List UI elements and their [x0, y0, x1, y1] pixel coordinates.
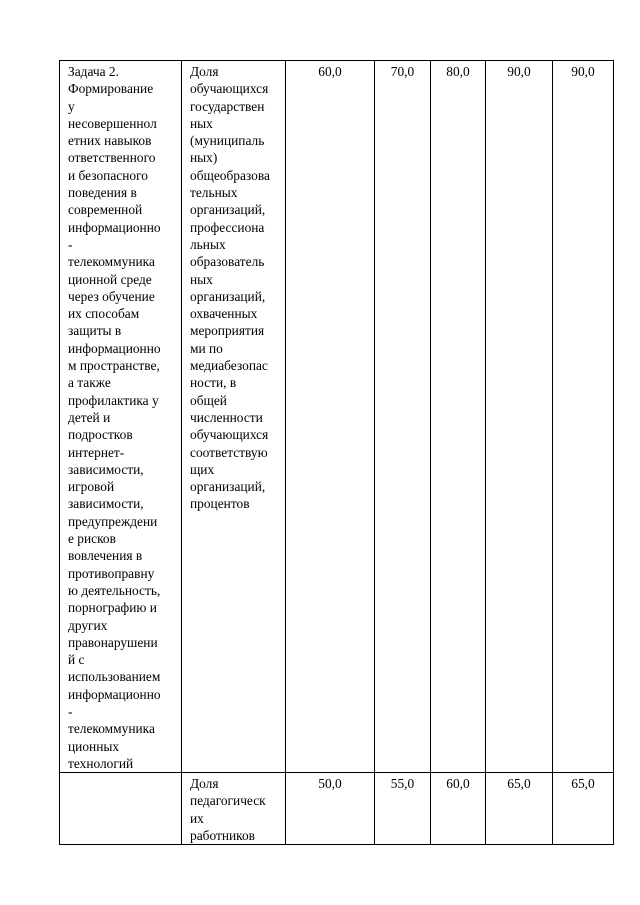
- value-cell: 65,0: [486, 773, 553, 845]
- value-cell: 90,0: [553, 61, 614, 773]
- table-row: [60, 61, 614, 773]
- task-cell: Задача 2. Формирование у несовершеннол етних навыков ответственного и безопасного поведения в современной информационно - телекоммуника ционной среде через обучение их способам защиты в информационно м пространстве, а также профилактика у детей и подростков интернет- зависимости, игровой зависимости, предупреждени е рисков вовлечения в противоправну ю деятельность, порнографию и других правонарушени й с использованием информационно - телекоммуника ционных технологий: [60, 61, 182, 773]
- value-cell: 55,0: [375, 773, 431, 845]
- value-cell: 60,0: [431, 773, 486, 845]
- value-cell: 60,0: [286, 61, 375, 773]
- indicator-cell: Доля обучающихся государствен ных (муниципаль ных) общеобразова тельных организаций, профессиона льных образователь ных организаций, охваченных мероприятия ми по медиабезопас ности, в общей численности обучающихся соответствую щих организаций, процентов: [182, 61, 286, 773]
- value-cell: 80,0: [431, 61, 486, 773]
- indicator-cell: Доля педагогическ их работников: [182, 773, 286, 845]
- table-row: [60, 773, 614, 845]
- value-cell: 50,0: [286, 773, 375, 845]
- value-cell: 65,0: [553, 773, 614, 845]
- task-cell: [60, 773, 182, 845]
- value-cell: 90,0: [486, 61, 553, 773]
- value-cell: 70,0: [375, 61, 431, 773]
- indicators-table: [59, 60, 614, 845]
